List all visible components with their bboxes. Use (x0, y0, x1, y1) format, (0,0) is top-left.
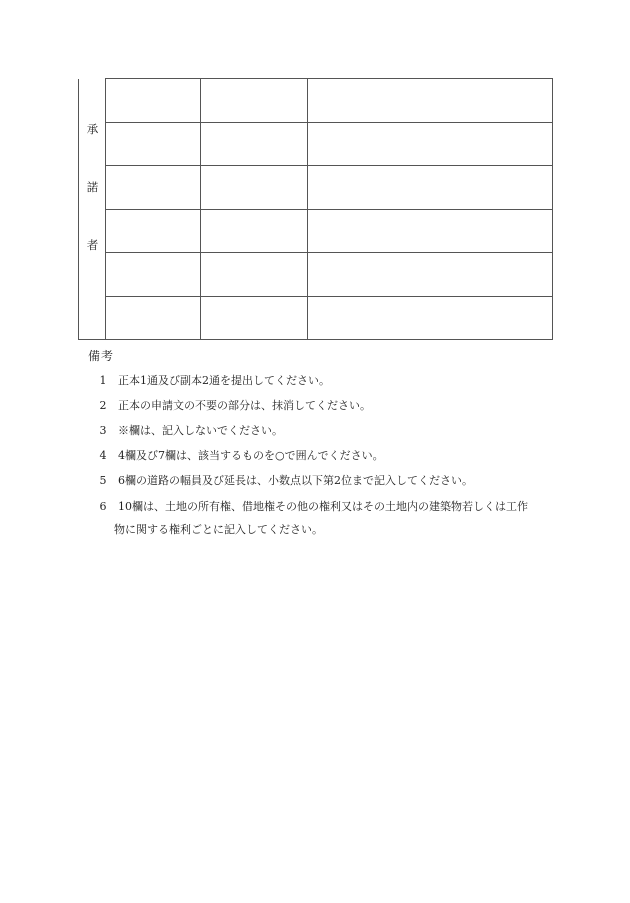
table-cell[interactable] (308, 209, 553, 253)
note-number: 2 (99, 399, 107, 412)
table-cell[interactable] (308, 79, 553, 123)
note-item-1 (88, 372, 558, 390)
table-cell[interactable] (106, 209, 201, 253)
table-row (79, 209, 553, 253)
table-row (79, 296, 553, 340)
table-cell[interactable] (201, 122, 308, 166)
table-cell[interactable] (201, 209, 308, 253)
table-cell[interactable] (106, 122, 201, 166)
notes-heading: 備考 (88, 349, 115, 363)
table-cell[interactable] (308, 253, 553, 297)
table-cell[interactable] (201, 166, 308, 210)
note-text: 正本1通及び副本2通を提出してください。 (118, 374, 330, 387)
table-cell[interactable] (106, 166, 201, 210)
note-number: 4 (99, 449, 107, 462)
note-item-3 (88, 422, 558, 440)
table-cell[interactable] (201, 253, 308, 297)
note-text: 6欄の道路の幅員及び延長は、小数点以下第2位まで記入してください。 (118, 474, 473, 487)
note-text-continuation: 物に関する権利ごとに記入してください。 (114, 523, 323, 536)
table-row (79, 79, 553, 123)
note-number: 1 (99, 374, 107, 387)
consenter-label-cell (79, 79, 106, 340)
consenter-label-char-1: 承 (86, 121, 99, 136)
note-text: ※欄は、記入しないでください。 (118, 424, 283, 437)
note-text: 4欄及び7欄は、該当するものを○で囲んでください。 (118, 449, 384, 462)
table-row (79, 166, 553, 210)
note-number: 3 (99, 424, 107, 437)
consent-table (78, 78, 553, 340)
note-item-6 (88, 495, 558, 541)
consenter-label-char-3: 者 (86, 237, 99, 252)
table-cell[interactable] (308, 166, 553, 210)
table-cell[interactable] (201, 79, 308, 123)
table-cell[interactable] (308, 122, 553, 166)
note-number: 5 (99, 474, 107, 487)
note-item-4 (88, 447, 558, 465)
table-cell[interactable] (106, 296, 201, 340)
table-cell[interactable] (201, 296, 308, 340)
note-item-5 (88, 472, 558, 490)
table-cell[interactable] (106, 253, 201, 297)
note-text: 正本の申請文の不要の部分は、抹消してください。 (118, 399, 371, 412)
note-number: 6 (99, 500, 107, 513)
table-row (79, 253, 553, 297)
note-item-2 (88, 397, 558, 415)
table-row (79, 122, 553, 166)
table-cell[interactable] (106, 79, 201, 123)
note-text: 10欄は、土地の所有権、借地権その他の権利又はその土地内の建築物若しくは工作 (118, 500, 528, 513)
table-cell[interactable] (308, 296, 553, 340)
consenter-label-char-2: 諾 (86, 179, 99, 194)
